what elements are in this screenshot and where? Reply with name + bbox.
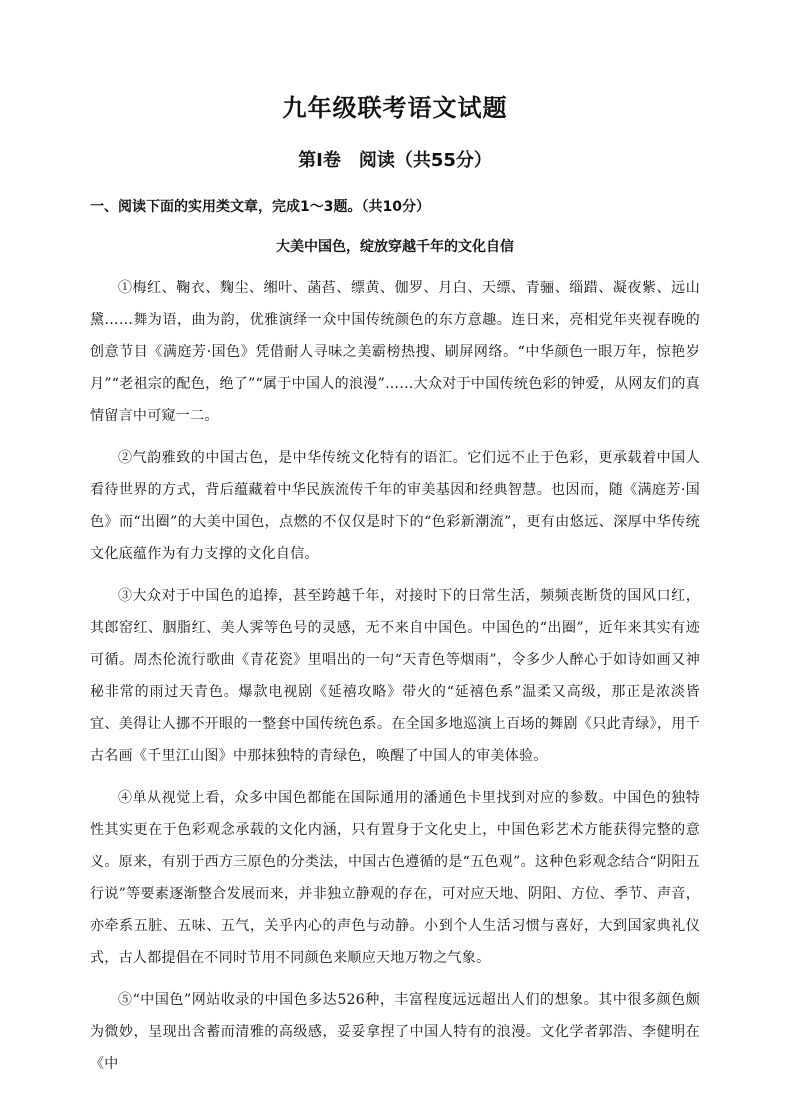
- part-subtitle: 第Ⅰ卷 阅读（共55分）: [298, 150, 492, 171]
- paragraph-1: ①梅红、鞠衣、麴尘、缃叶、菡萏、缥黄、伽罗、月白、天缥、青骊、缁踖、凝夜紫、远山黛……舞为语，曲为韵，优雅演绎一众中国传统颜色的东方意趣。连日来，亮相党年夹视春晚的创意节目《满庭芳·国色》凭借耐人寻味之美霸榜热搜、刷屏网络。“中华颜色一眼万年，惊艳岁月”“老祖宗的配色，绝了”“属于中国人的浪漫”……大众对于中国传统色彩的钟爱，从网友们的真情留言中可窥一二。: [90, 280, 700, 424]
- article-body: [90, 272, 700, 1090]
- exam-title: 九年级联考语文试题: [282, 94, 508, 122]
- paragraph-5: ⑤“中国色”网站收录的中国色多达526种，丰富程度远远超出人们的想象。其中很多颜色颇为微妙，呈现出含蓄而清雅的高级感，妥妥拿捏了中国人特有的浪漫。文化学者郭浩、李健明在《中: [90, 992, 700, 1072]
- paragraph-4: ④单从视觉上看，众多中国色都能在国际通用的潘通色卡里找到对应的参数。中国色的独特性其实更在于色彩观念承载的文化内涵，只有置身于文化史上，中国色彩艺术方能获得完整的意义。原来，有别于西方三原色的分类法，中国古色遵循的是“五色观”。这种色彩观念结合“阴阳五行说”等要素逐渐整合发展而来，并非独立静观的存在，可对应天地、阴阳、方位、季节、声音，亦牵系五脏、五味、五气，关乎内心的声色与动静。小到个人生活习惯与喜好，大到国家典礼仪式，古人都提倡在不同时节用不同颜色来顺应天地万物之气象。: [90, 790, 700, 966]
- article-title: 大美中国色，绽放穿越千年的文化自信: [276, 239, 514, 255]
- paragraph-3: ③大众对于中国色的追捧，甚至跨越千年，对接时下的日常生活，频频丧断货的国风口红，其郎窑红、胭脂红、美人霁等色号的灵感，无不来自中国色。中国色的“出圈”，近年来其实有迹可循。周杰伦流行歌曲《青花瓷》里唱出的一句“天青色等烟雨”，令多少人醉心于如诗如画又神秘非常的雨过天青色。爆款电视剧《延禧攻略》带火的“延禧色系”温柔又高级，那正是浓淡皆宜、美得让人挪不开眼的一整套中国传统色系。在全国多地巡演上百场的舞剧《只此青绿》，用千古名画《千里江山图》中那抹独特的青绿色，唤醒了中国人的审美体验。: [90, 588, 700, 764]
- paragraph-2: ②气韵雅致的中国古色，是中华传统文化特有的语汇。它们远不止于色彩，更承载着中国人看待世界的方式，背后蕴藏着中华民族流传千年的审美基因和经典智慧。也因而，随《满庭芳·国色》而“出圈”的大美中国色，点燃的不仅仅是时下的“色彩新潮流”，更有由悠远、深厚中华传统文化底蕴作为有力支撑的文化自信。: [90, 450, 700, 562]
- section-heading: 一、阅读下面的实用类文章，完成1～3题。（共10分）: [90, 199, 430, 215]
